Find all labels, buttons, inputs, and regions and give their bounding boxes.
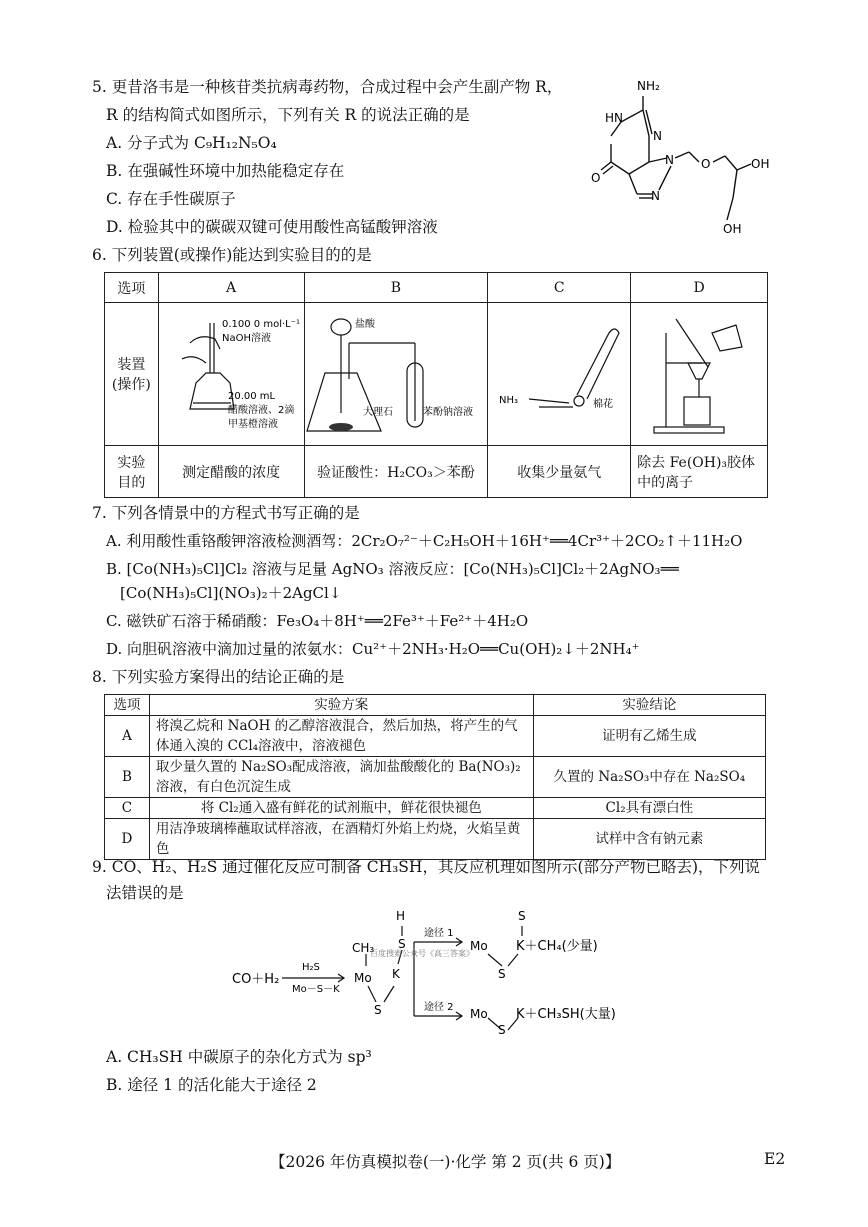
q6-purpose-b: 验证酸性：H₂CO₃＞苯酚 — [304, 446, 488, 498]
q6-label-apparatus: 装置 — [117, 357, 146, 373]
q7-option-c: C. 磁铁矿石溶于稀硝酸：Fe₃O₄＋8H⁺══2Fe³⁺＋Fe²⁺＋4H₂O — [106, 612, 529, 630]
q6-purpose-a: 测定醋酸的浓度 — [158, 446, 304, 498]
filtration-apparatus-drawing — [632, 303, 766, 441]
structure-n1: N — [653, 129, 662, 143]
q8-row-d-option: D — [105, 819, 150, 860]
q6-apparatus-c — [488, 303, 631, 446]
q8-row-b-option: B — [105, 757, 150, 798]
q8-header-plan: 实验方案 — [149, 695, 533, 716]
apparatus-b-label-marble: 大理石 — [363, 407, 394, 418]
q6-label-purpose: 目的 — [117, 474, 146, 491]
q5-option-d: D. 检验其中的碳碳双键可使用酸性高锰酸钾溶液 — [106, 218, 438, 236]
scheme-h: H — [396, 909, 406, 923]
q7-option-a: A. 利用酸性重铬酸钾溶液检测酒驾：2Cr₂O₇²⁻＋C₂H₅OH＋16H⁺══4Cr³⁺＋2CO₂↑＋11H₂O — [106, 532, 743, 550]
co2-generation-apparatus-drawing — [305, 303, 486, 441]
q6-purpose-row — [105, 446, 768, 498]
titration-label-volume: 20.00 mL — [227, 391, 275, 402]
q6-header-option: 选项 — [105, 273, 159, 303]
q8-row-b — [105, 757, 766, 798]
q6-purpose-d-line2: 中的离子 — [637, 474, 694, 491]
q6-row-label-purpose — [105, 446, 159, 498]
structure-n3: N — [651, 189, 660, 203]
q7-stem: 7. 下列各情景中的方程式书写正确的是 — [92, 504, 360, 522]
scheme-s-path2: S — [498, 1023, 506, 1036]
q8-header-conclusion: 实验结论 — [533, 695, 765, 716]
q8-row-a — [105, 716, 766, 757]
scheme-reactants: CO＋H₂ — [232, 972, 280, 987]
ammonia-collection-drawing — [489, 303, 629, 441]
apparatus-c-label-nh3: NH₃ — [499, 395, 519, 406]
scheme-mo-path2: Mo — [470, 1007, 488, 1021]
q6-apparatus-table — [104, 272, 768, 498]
scheme-under-arrow: Mo－S－K — [292, 984, 340, 995]
apparatus-c-label-cotton: 棉花 — [593, 399, 614, 410]
q6-apparatus-d — [631, 303, 768, 446]
q6-label-operation: (操作) — [111, 377, 151, 393]
structure-oh1: OH — [751, 157, 770, 171]
scheme-ch3: CH₃ — [352, 941, 375, 955]
titration-apparatus-drawing — [160, 303, 303, 441]
scheme-s-path1: S — [498, 967, 506, 981]
scheme-product2: K＋CH₃SH(大量) — [516, 1007, 616, 1022]
q8-header-row — [105, 695, 766, 716]
structure-n2: N — [665, 153, 674, 167]
q8-row-a-conclusion: 证明有乙烯生成 — [533, 716, 765, 757]
q5-option-a: A. 分子式为 C₉H₁₂N₅O₄ — [106, 134, 277, 152]
scheme-path2: 途径 2 — [424, 1002, 454, 1013]
structure-nh2: NH₂ — [637, 79, 660, 93]
q9-stem-line1: 9. CO、H₂、H₂S 通过催化反应可制备 CH₃SH，其反应机理如图所示(部分产物已略去)，下列说 — [92, 858, 761, 876]
q5-option-b: B. 在强碱性环境中加热能稳定存在 — [106, 162, 345, 180]
structure-o2: O — [701, 157, 711, 171]
q6-apparatus-row — [105, 303, 768, 446]
q8-row-c — [105, 798, 766, 819]
q6-apparatus-a — [158, 303, 304, 446]
q6-row-label-apparatus — [105, 303, 159, 446]
q8-row-a-plan — [149, 716, 533, 757]
q8-row-a-plan-line2: 体通入溴的 CCl₄溶液中，溶液褪色 — [155, 738, 367, 754]
paper-code: E2 — [764, 1150, 786, 1168]
q9-option-b: B. 途径 1 的活化能大于途径 2 — [106, 1076, 317, 1094]
apparatus-b-label-hcl: 盐酸 — [355, 319, 376, 330]
scheme-over-arrow: H₂S — [302, 962, 320, 973]
titration-label-conc: 0.100 0 mol·L⁻¹ — [221, 319, 300, 330]
titration-label-naoh: NaOH溶液 — [221, 333, 271, 344]
q8-row-b-conclusion: 久置的 Na₂SO₃中存在 Na₂SO₄ — [533, 757, 765, 798]
scheme-watermark: 百度搜索公众号《高三答案》 — [370, 949, 474, 958]
q6-purpose-d-line1: 除去 Fe(OH)₃胶体 — [637, 454, 756, 471]
q6-purpose-c: 收集少量氨气 — [488, 446, 631, 498]
q8-row-c-plan: 将 Cl₂通入盛有鲜花的试剂瓶中，鲜花很快褪色 — [149, 798, 533, 819]
q9-option-a: A. CH₃SH 中碳原子的杂化方式为 sp³ — [106, 1048, 372, 1066]
q6-header-c: C — [488, 273, 631, 303]
q6-stem: 6. 下列装置(或操作)能达到实验目的的是 — [92, 246, 372, 264]
q8-row-a-plan-line1: 将溴乙烷和 NaOH 的乙醇溶液混合，然后加热，将产生的气 — [155, 718, 518, 734]
q8-experiment-table — [104, 694, 766, 860]
q6-label-experiment: 实验 — [117, 454, 146, 471]
scheme-product1: K＋CH₄(少量) — [516, 939, 598, 954]
titration-label-indicator: 甲基橙溶液 — [227, 419, 278, 430]
q5-stem-line2: R 的结构简式如图所示，下列有关 R 的说法正确的是 — [106, 106, 470, 124]
q5-option-c: C. 存在手性碳原子 — [106, 190, 236, 208]
apparatus-b-label-phenoxide: 苯酚钠溶液 — [423, 407, 474, 418]
scheme-mo: Mo — [354, 971, 372, 985]
q8-row-c-option: C — [105, 798, 150, 819]
page-footer: 【2026 年仿真模拟卷(一)·化学 第 2 页(共 6 页)】 — [270, 1153, 621, 1171]
q8-row-b-plan-line1: 取少量久置的 Na₂SO₃配成溶液，滴加盐酸酸化的 Ba(NO₃)₂ — [155, 759, 521, 775]
q8-row-d-plan: 用洁净玻璃棒蘸取试样溶液，在酒精灯外焰上灼烧，火焰呈黄色 — [149, 819, 533, 860]
q8-header-option: 选项 — [105, 695, 150, 716]
q6-header-row — [105, 273, 768, 303]
q8-row-b-plan-line2: 溶液，有白色沉淀生成 — [155, 779, 291, 795]
q7-option-b-line2: [Co(NH₃)₅Cl](NO₃)₂＋2AgCl↓ — [120, 584, 342, 602]
scheme-k: K — [392, 967, 400, 981]
structure-hn: HN — [605, 111, 623, 125]
reaction-mechanism-scheme — [226, 906, 666, 1036]
q8-row-d-conclusion: 试样中含有钠元素 — [533, 819, 765, 860]
ganciclovir-byproduct-structure — [575, 70, 775, 245]
q8-row-b-plan — [149, 757, 533, 798]
q5-stem-line1: 5. 更昔洛韦是一种核苷类抗病毒药物，合成过程中会产生副产物 R， — [92, 78, 563, 96]
q6-header-a: A — [158, 273, 304, 303]
q9-stem-line2: 法错误的是 — [106, 884, 184, 902]
q7-option-d: D. 向胆矾溶液中滴加过量的浓氨水：Cu²⁺＋2NH₃·H₂O══Cu(OH)₂↓＋2NH₄⁺ — [106, 640, 640, 658]
titration-label-acetic: 醋酸溶液、2滴 — [227, 405, 294, 416]
q8-row-c-conclusion: Cl₂具有漂白性 — [533, 798, 765, 819]
q6-apparatus-b — [304, 303, 488, 446]
q6-header-b: B — [304, 273, 488, 303]
q8-stem: 8. 下列实验方案得出的结论正确的是 — [92, 668, 345, 686]
q7-option-b-line1: B. [Co(NH₃)₅Cl]Cl₂ 溶液与足量 AgNO₃ 溶液反应：[Co(NH₃)₅Cl]Cl₂＋2AgNO₃══ — [106, 560, 679, 578]
q8-row-a-option: A — [105, 716, 150, 757]
structure-oh2: OH — [723, 222, 742, 236]
scheme-s-bottom: S — [374, 1003, 382, 1017]
structure-o1: O — [591, 171, 601, 185]
scheme-path1: 途径 1 — [424, 928, 454, 939]
q6-purpose-d — [631, 446, 768, 498]
scheme-s-path1-top: S — [518, 909, 526, 923]
scheme-mo-path1: Mo — [470, 939, 488, 953]
scheme-s-top: S — [398, 937, 406, 951]
q6-header-d: D — [631, 273, 768, 303]
q8-row-d — [105, 819, 766, 860]
